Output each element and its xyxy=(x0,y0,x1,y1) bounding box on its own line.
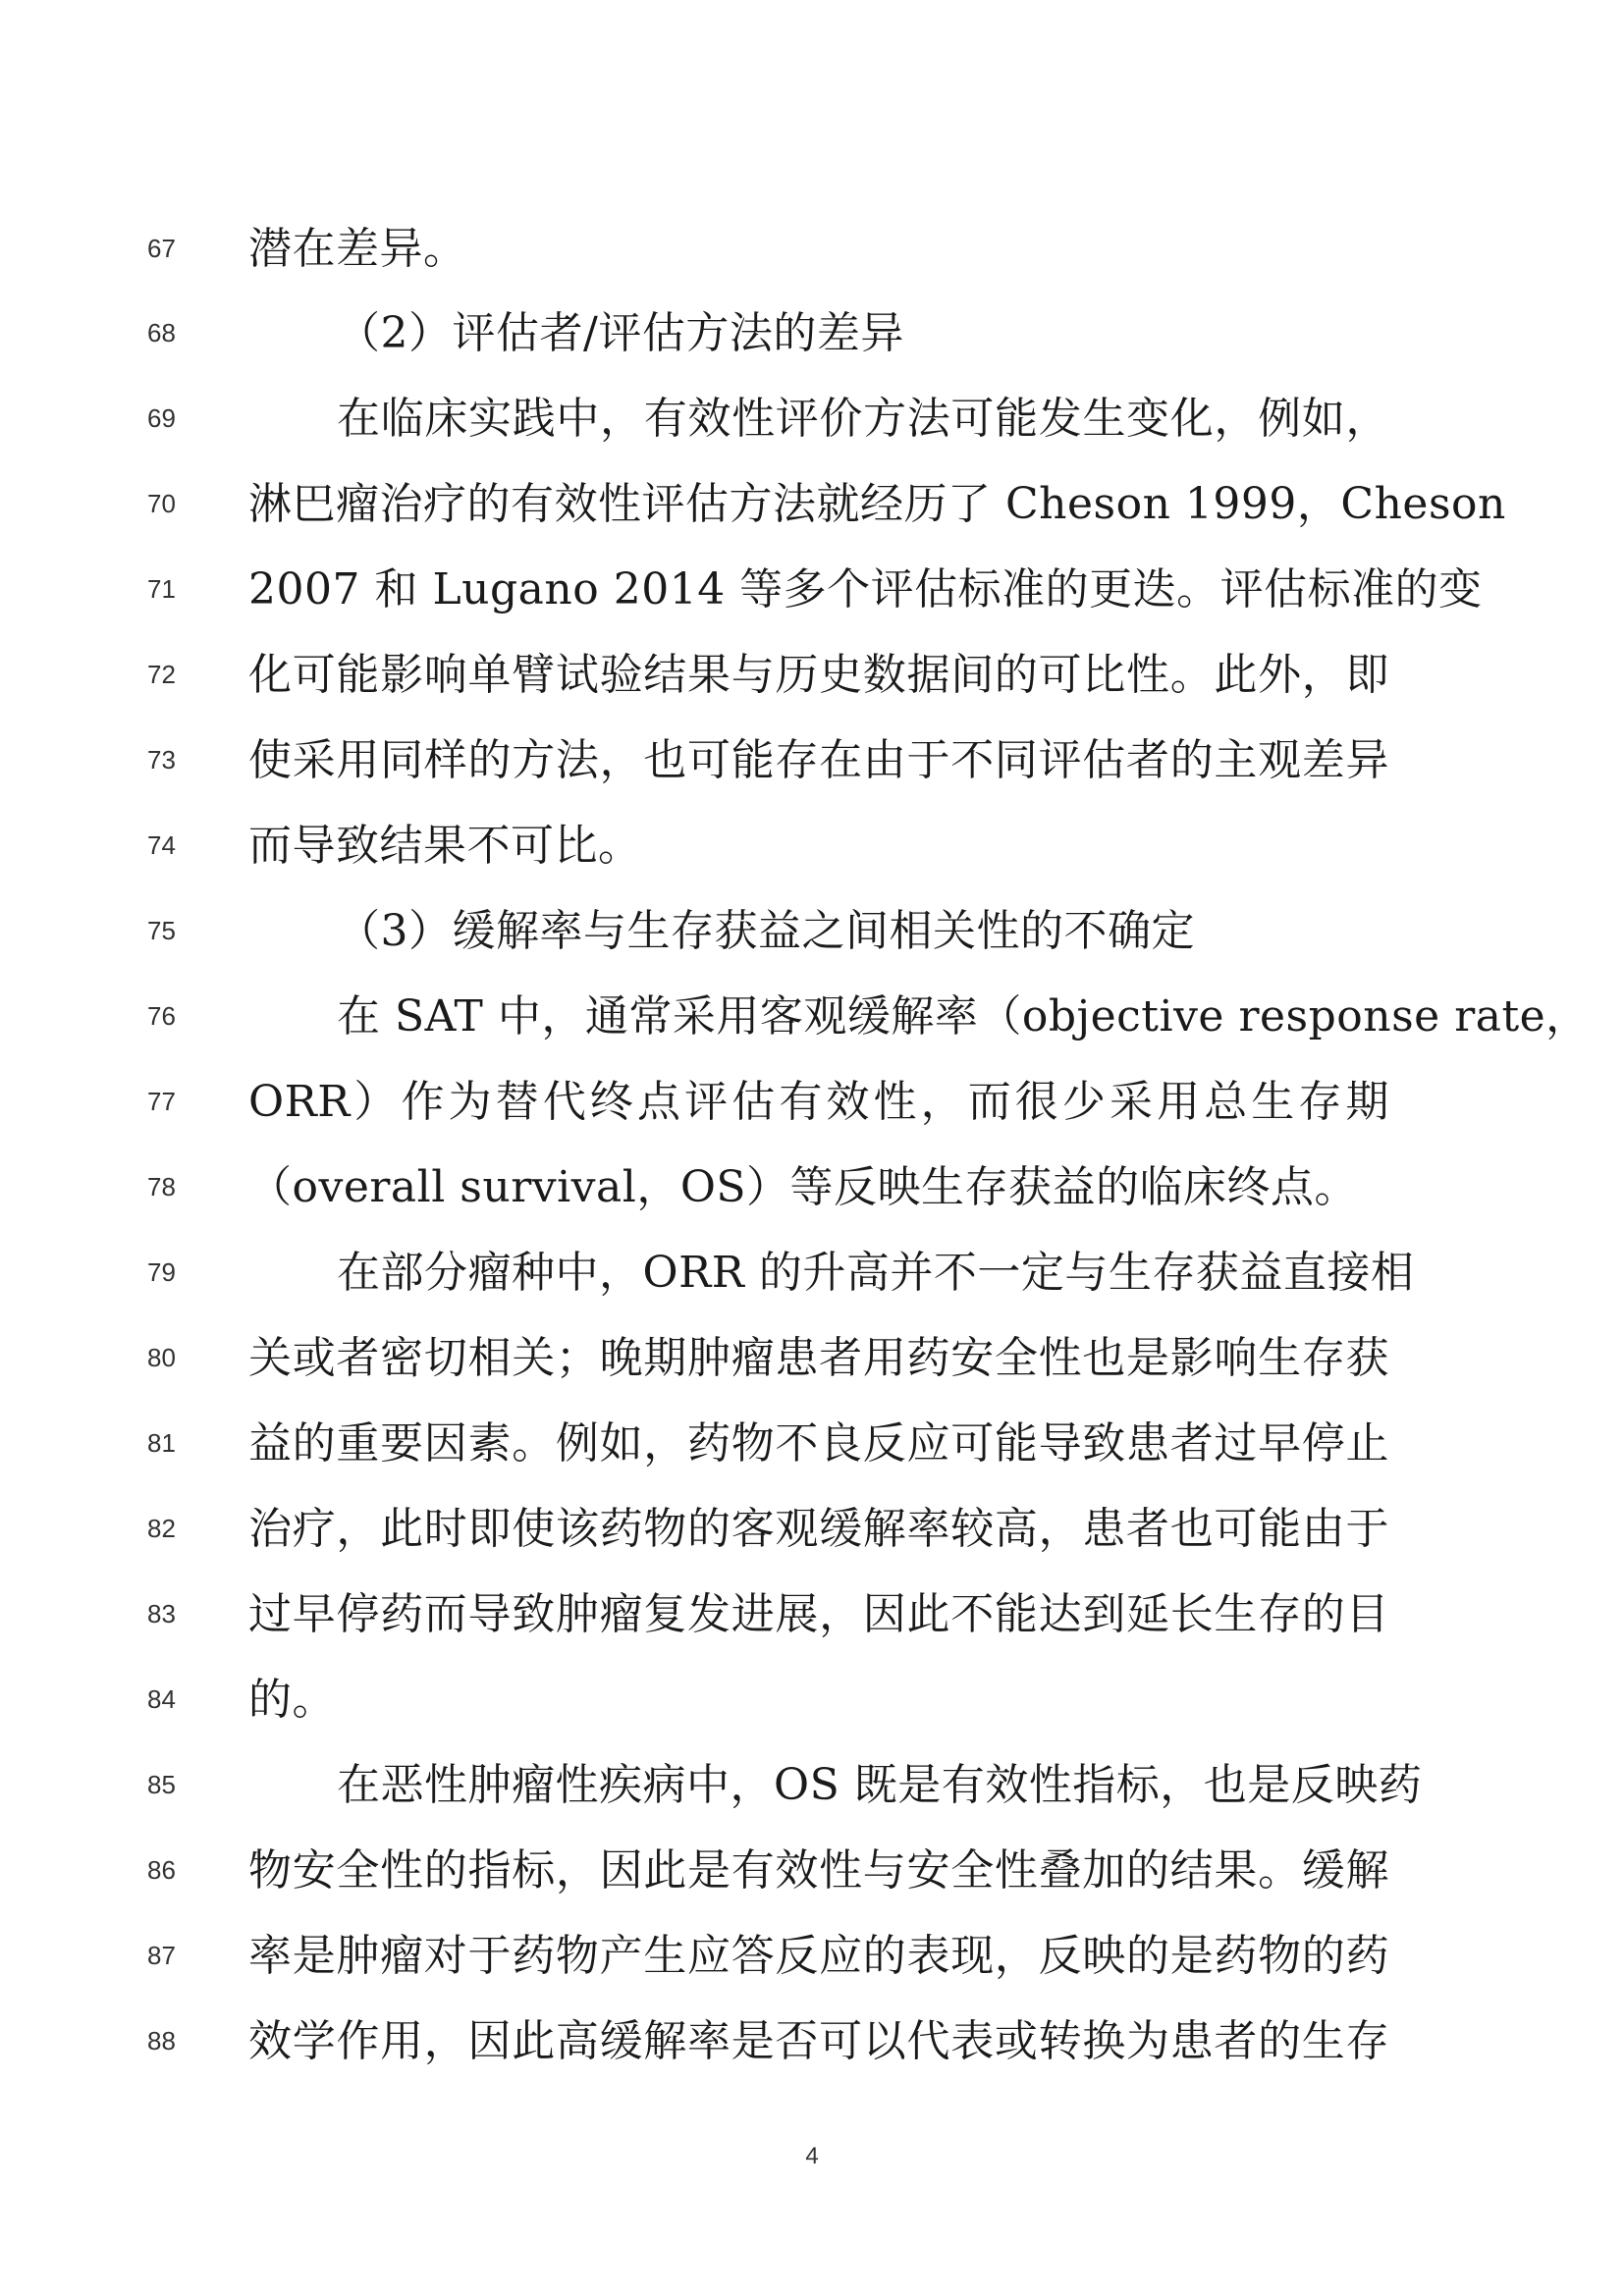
line-text: 化可能影响单臂试验结果与历史数据间的可比性。此外，即 xyxy=(248,650,1389,700)
line-number: 70 xyxy=(147,489,176,518)
text-line xyxy=(0,1244,1624,1303)
text-line xyxy=(0,1500,1624,1559)
line-text: 的。 xyxy=(248,1675,336,1725)
text-line xyxy=(0,1585,1624,1644)
line-number: 85 xyxy=(147,1770,176,1799)
text-line xyxy=(0,475,1624,534)
text-line xyxy=(0,1927,1624,1986)
line-number: 81 xyxy=(147,1428,176,1458)
text-line xyxy=(0,817,1624,876)
line-number: 88 xyxy=(147,2026,176,2056)
text-line xyxy=(0,1158,1624,1217)
text-line xyxy=(0,646,1624,705)
line-number: 78 xyxy=(147,1172,176,1201)
line-number: 86 xyxy=(147,1855,176,1885)
line-text: （overall survival，OS）等反映生存获益的临床终点。 xyxy=(248,1162,1359,1212)
line-text: 率是肿瘤对于药物产生应答反应的表现，反映的是药物的药 xyxy=(248,1931,1389,1981)
line-number: 67 xyxy=(147,234,176,263)
text-line xyxy=(0,731,1624,790)
line-text: 在恶性肿瘤性疾病中，OS 既是有效性指标，也是反映药 xyxy=(337,1760,1423,1810)
line-text: 过早停药而导致肿瘤复发进展，因此不能达到延长生存的目 xyxy=(248,1589,1389,1639)
line-number: 77 xyxy=(147,1087,176,1116)
line-number: 73 xyxy=(147,745,176,774)
text-line xyxy=(0,1415,1624,1473)
line-text: 益的重要因素。例如，药物不良反应可能导致患者过早停止 xyxy=(248,1418,1389,1468)
text-line xyxy=(0,1756,1624,1815)
line-text: 在部分瘤种中，ORR 的升高并不一定与生存获益直接相 xyxy=(337,1248,1415,1298)
text-line xyxy=(0,1329,1624,1388)
text-line xyxy=(0,988,1624,1046)
text-line xyxy=(0,1842,1624,1900)
line-number: 71 xyxy=(147,574,176,604)
text-line xyxy=(0,304,1624,363)
line-text: 在 SAT 中，通常采用客观缓解率（objective response rate， xyxy=(337,991,1590,1041)
line-text: 使采用同样的方法，也可能存在由于不同评估者的主观差异 xyxy=(248,735,1389,785)
line-text: 2007 和 Lugano 2014 等多个评估标准的更迭。评估标准的变 xyxy=(248,564,1483,614)
page-number: 4 xyxy=(805,2143,819,2169)
line-number: 80 xyxy=(147,1343,176,1372)
line-number: 87 xyxy=(147,1941,176,1970)
line-number: 74 xyxy=(147,830,176,860)
text-line xyxy=(0,390,1624,449)
text-line xyxy=(0,1671,1624,1730)
line-number: 75 xyxy=(147,916,176,945)
text-line xyxy=(0,561,1624,619)
line-text: 关或者密切相关；晚期肿瘤患者用药安全性也是影响生存获 xyxy=(248,1333,1389,1383)
text-line xyxy=(0,2012,1624,2071)
line-text: 物安全性的指标，因此是有效性与安全性叠加的结果。缓解 xyxy=(248,1845,1389,1896)
line-text: 治疗，此时即使该药物的客观缓解率较高，患者也可能由于 xyxy=(248,1504,1389,1554)
line-number: 76 xyxy=(147,1001,176,1031)
line-text: 淋巴瘤治疗的有效性评估方法就经历了 Cheson 1999，Cheson xyxy=(248,479,1506,529)
line-text: ORR）作为替代终点评估有效性，而很少采用总生存期 xyxy=(248,1077,1389,1127)
line-number: 84 xyxy=(147,1684,176,1714)
line-text: （2）评估者/评估方法的差异 xyxy=(337,308,904,358)
line-number: 69 xyxy=(147,403,176,433)
line-text: 而导致结果不可比。 xyxy=(248,821,642,871)
text-line xyxy=(0,902,1624,961)
line-number: 83 xyxy=(147,1599,176,1629)
line-text: （3）缓解率与生存获益之间相关性的不确定 xyxy=(337,906,1195,956)
line-text: 潜在差异。 xyxy=(248,224,467,274)
text-line xyxy=(0,1073,1624,1132)
line-text: 效学作用，因此高缓解率是否可以代表或转换为患者的生存 xyxy=(248,2016,1389,2066)
line-number: 68 xyxy=(147,318,176,347)
line-number: 82 xyxy=(147,1514,176,1543)
text-line xyxy=(0,220,1624,279)
line-number: 79 xyxy=(147,1257,176,1287)
line-number: 72 xyxy=(147,660,176,689)
line-text: 在临床实践中，有效性评价方法可能发生变化，例如， xyxy=(337,394,1389,444)
